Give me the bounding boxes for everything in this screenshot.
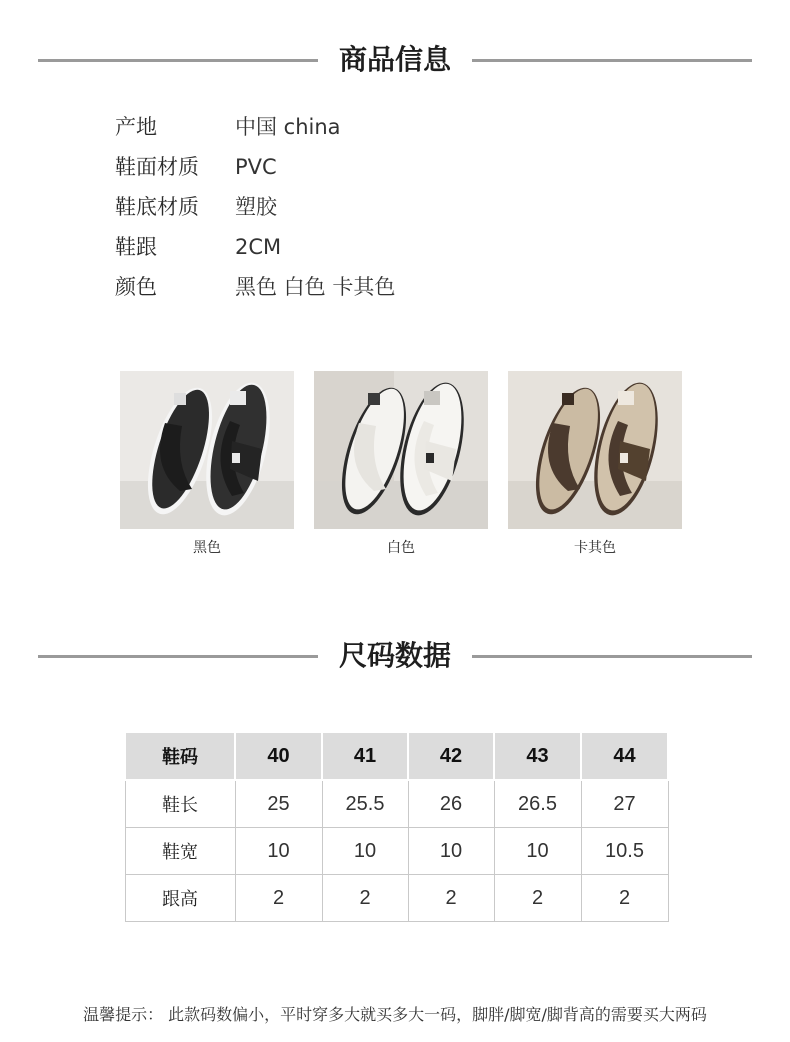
- section-heading: 尺码数据: [338, 639, 451, 672]
- table-cell: 10: [322, 828, 408, 875]
- swatch-label-khaki: 卡其色: [574, 540, 616, 556]
- table-header-row: [125, 732, 668, 780]
- table-row: [125, 828, 668, 875]
- section-title-product-info: [0, 40, 790, 80]
- table-cell: 10: [494, 828, 581, 875]
- info-label: 鞋面材质: [115, 155, 199, 179]
- row-label: 跟高: [125, 875, 235, 922]
- swatch-label-black: 黑色: [193, 540, 221, 556]
- header-cell: 44: [581, 732, 668, 780]
- table-cell: 2: [322, 875, 408, 922]
- section-title-size-data: [0, 636, 790, 676]
- table-cell: 2: [581, 875, 668, 922]
- table-cell: 10: [235, 828, 322, 875]
- info-value: 中国 china: [235, 115, 341, 139]
- row-label: 鞋宽: [125, 828, 235, 875]
- swatch-label-white: 白色: [387, 540, 415, 556]
- product-image-white[interactable]: [314, 371, 488, 529]
- section-heading: 商品信息: [338, 43, 451, 76]
- info-value: 黑色 白色 卡其色: [235, 275, 396, 299]
- header-cell: 42: [408, 732, 494, 780]
- size-table: [124, 731, 669, 922]
- table-cell: 10: [408, 828, 494, 875]
- slipper-illustration: [120, 371, 294, 529]
- row-label: 鞋长: [125, 780, 235, 828]
- header-cell: 40: [235, 732, 322, 780]
- info-value: PVC: [235, 155, 277, 179]
- info-value: 塑胶: [235, 195, 277, 219]
- table-cell: 27: [581, 780, 668, 828]
- info-label: 鞋跟: [115, 235, 157, 259]
- info-value: 2CM: [235, 235, 282, 259]
- table-cell: 2: [235, 875, 322, 922]
- product-image-khaki[interactable]: [508, 371, 682, 529]
- table-cell: 25: [235, 780, 322, 828]
- table-cell: 2: [494, 875, 581, 922]
- table-cell: 10.5: [581, 828, 668, 875]
- slipper-illustration: [508, 371, 682, 529]
- table-cell: 2: [408, 875, 494, 922]
- size-tip-note: 温馨提示： 此款码数偏小，平时穿多大就买多大一码，脚胖/脚宽/脚背高的需要买大两码: [83, 1005, 707, 1024]
- header-cell: 43: [494, 732, 581, 780]
- info-label: 产地: [115, 115, 157, 139]
- info-label: 鞋底材质: [115, 195, 199, 219]
- table-cell: 26.5: [494, 780, 581, 828]
- table-row: [125, 875, 668, 922]
- product-image-black[interactable]: [120, 371, 294, 529]
- header-cell: 鞋码: [125, 732, 235, 780]
- table-cell: 26: [408, 780, 494, 828]
- table-row: [125, 780, 668, 828]
- table-cell: 25.5: [322, 780, 408, 828]
- slipper-illustration: [314, 371, 488, 529]
- info-label: 颜色: [115, 275, 157, 299]
- header-cell: 41: [322, 732, 408, 780]
